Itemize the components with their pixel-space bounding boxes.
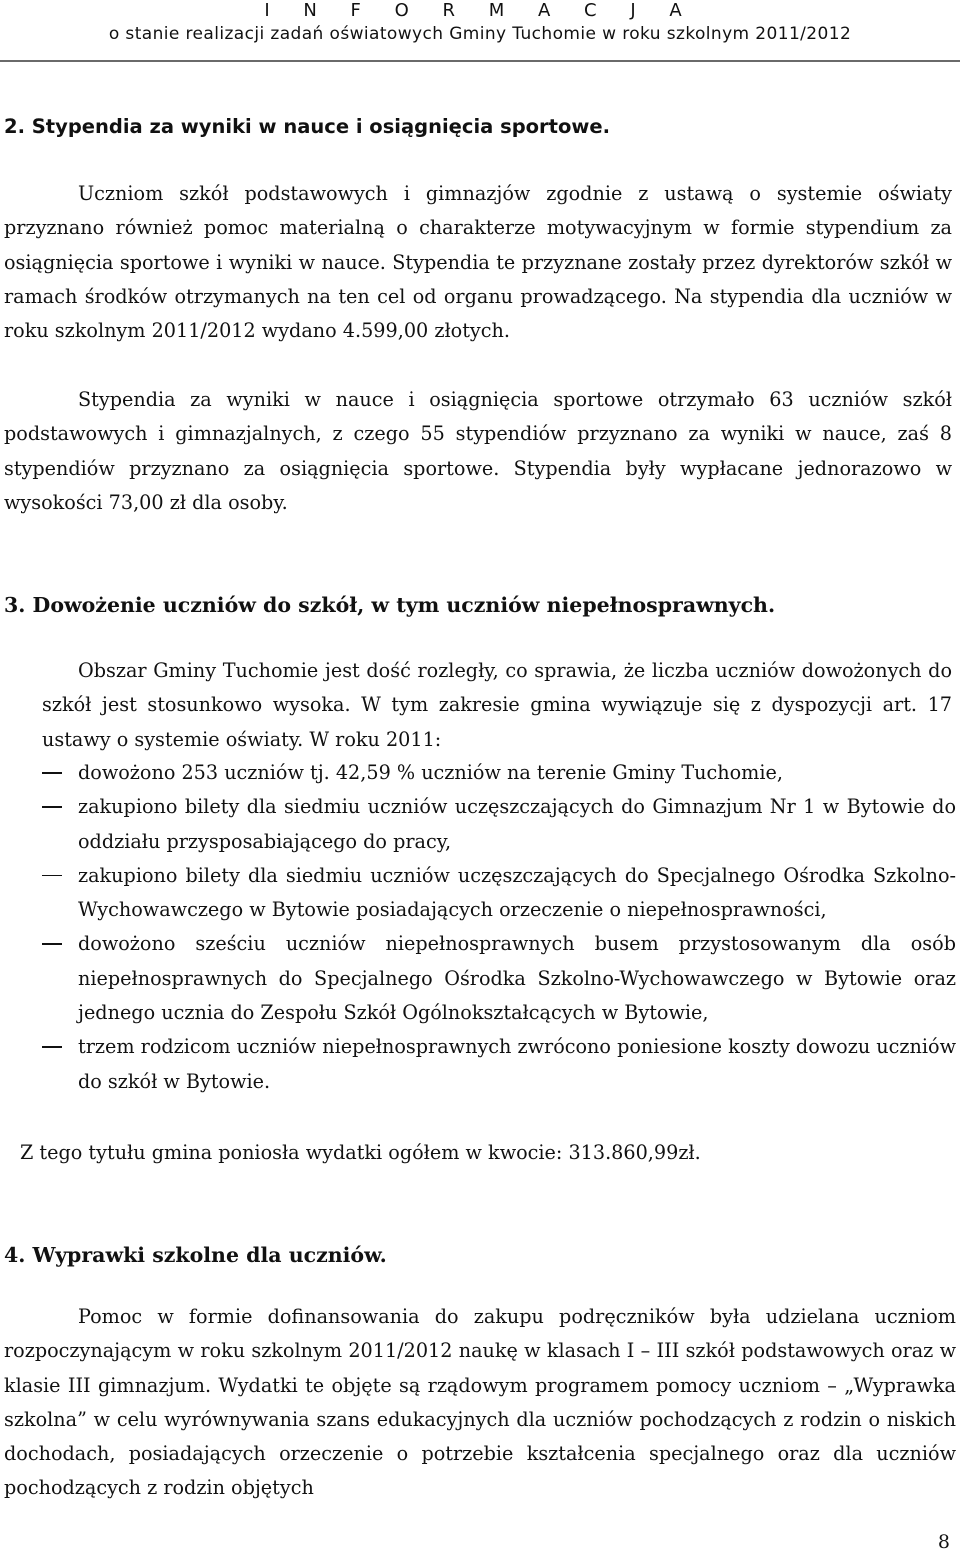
dash-bullet-icon [42, 772, 62, 774]
list-item-text: dowożono 253 uczniów tj. 42,59 % uczniów na terenie Gminy Tuchomie, [78, 761, 783, 784]
list-item-text: zakupiono bilety dla siedmiu uczniów uczęszczających do Gimnazjum Nr 1 w Bytowie do oddziału przysposabiającego do pracy, [78, 795, 956, 853]
list-item [0, 790, 956, 859]
section-3-paragraph: Obszar Gminy Tuchomie jest dość rozległy, co sprawia, że liczba uczniów dowożonych do szkół jest stosunkowo wysoka. W tym zakresie gmina wywiązuje się z dyspozycji art. 17 ustawy o systemie oświaty. W roku 2011: [42, 659, 952, 751]
list-item-text: zakupiono bilety dla siedmiu uczniów uczęszczających do Specjalnego Ośrodka Szkolno-Wychowawczego w Bytowie posiadających orzeczenie o niepełnosprawności, [78, 863, 956, 922]
dash-bullet-icon [42, 943, 62, 945]
section-2-paragraph-1: Uczniom szkół podstawowych i gimnazjów zgodnie z ustawą o systemie oświaty przyznano również pomoc materialną o charakterze motywacyjnym w formie stypendium za osiągnięcia sportowe i wyniki w nauce. Stypendia te przyznane zostały przez dyrektorów szkół w ramach środków otrzymanych na ten cel od organu prowadzącego. Na stypendia dla uczniów w roku szkolnym 2011/2012 wydano 4.599,00 złotych. [4, 182, 952, 343]
list-item-text: trzem rodzicom uczniów niepełnosprawnych zwrócono poniesione koszty dowozu uczniów do szkół w Bytowie. [78, 1035, 956, 1093]
dash-bullet-icon [42, 806, 62, 808]
dash-bullet-icon [42, 875, 62, 877]
list-item [0, 756, 956, 790]
section-3-heading: 3. Dowożenie uczniów do szkół, w tym uczniów niepełnosprawnych. [4, 593, 776, 617]
header-title: I N F O R M A C J A [264, 0, 696, 21]
list-item [0, 859, 956, 928]
list-item-text: dowożono sześciu uczniów niepełnosprawnych busem przystosowanym dla osób niepełnosprawnych do Specjalnego Ośrodka Szkolno-Wychowawczego w Bytowie oraz jednego ucznia do Zespołu Szkół Ogólnokształcących w Bytowie, [78, 932, 956, 1025]
transport-list [0, 756, 956, 1099]
list-item [0, 1030, 956, 1099]
section-2-paragraph-2: Stypendia za wyniki w nauce i osiągnięcia sportowe otrzymało 63 uczniów szkół podstawowych i gimnazjalnych, z czego 55 stypendiów przyznano za wyniki w nauce, zaś 8 stypendiów przyznano za osiągnięcia sportowe. Stypendia były wypłacane jednorazowo w wysokości 73,00 zł dla osoby. [4, 388, 952, 514]
header-divider [0, 60, 960, 62]
page-number: 8 [937, 1531, 950, 1553]
header-subtitle: o stanie realizacji zadań oświatowych Gminy Tuchomie w roku szkolnym 2011/2012 [108, 24, 852, 44]
section-4-heading: 4. Wyprawki szkolne dla uczniów. [4, 1243, 387, 1267]
dash-bullet-icon [42, 1046, 62, 1048]
page-header [0, 0, 960, 46]
section-4-paragraph: Pomoc w formie dofinansowania do zakupu podręczników była udzielana uczniom rozpoczynającym w roku szkolnym 2011/2012 naukę w klasach I – III szkół podstawowych oraz w klasie III gimnazjum. Wydatki te objęte są rządowym programem pomocy uczniom – „Wyprawka szkolna” w celu wyrównywania szans edukacyjnych dla uczniów pochodzących z rodzin o niskich dochodach, posiadających orzeczenie o potrzebie kształcenia specjalnego oraz dla uczniów pochodzących z rodzin objętych [4, 1305, 956, 1500]
section-2-heading: 2. Stypendia za wyniki w nauce i osiągnięcia sportowe. [4, 115, 611, 138]
list-item [0, 927, 956, 1030]
section-3-summary: Z tego tytułu gmina poniosła wydatki ogółem w kwocie: 313.860,99zł. [20, 1141, 701, 1164]
